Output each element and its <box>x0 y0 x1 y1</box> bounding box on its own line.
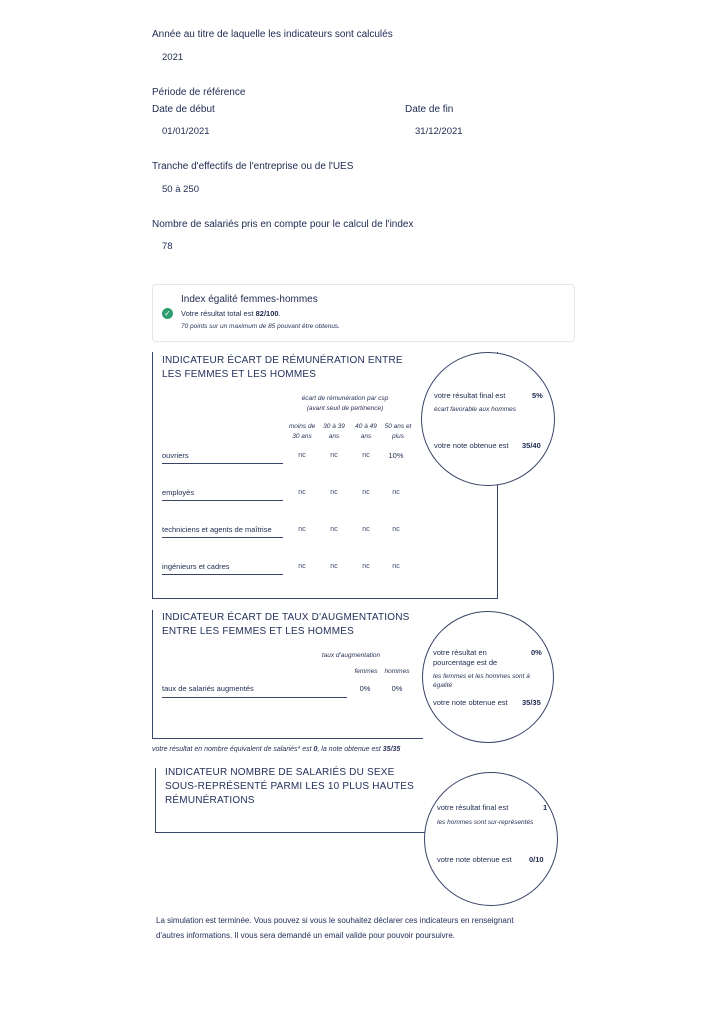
column-header-femmes: femmes <box>354 668 378 675</box>
cell: nc <box>362 452 370 459</box>
augmentation-title-line1: INDICATEUR ÉCART DE TAUX D'AUGMENTATIONS <box>162 612 410 623</box>
cell: 10% <box>388 451 404 460</box>
augmentation-result-note: les femmes et les hommes sont à égalité <box>433 673 530 689</box>
column-header-50-plus: 50 ans et plus <box>384 423 412 440</box>
augmentation-result-circle <box>422 611 554 743</box>
table-row <box>162 488 400 501</box>
table-row <box>162 562 400 575</box>
cell: nc <box>362 563 370 570</box>
start-date-label: Date de début <box>152 104 215 115</box>
remuneration-table-header <box>290 394 400 414</box>
end-date-label: Date de fin <box>405 104 454 115</box>
end-date-value: 31/12/2021 <box>415 126 463 137</box>
top10-title-line2: SOUS-REPRÉSENTÉ PARMI LES 10 PLUS HAUTES <box>165 781 414 792</box>
company-size-value: 50 à 250 <box>162 184 199 195</box>
cell: nc <box>298 452 306 459</box>
table-row <box>162 451 404 464</box>
year-value: 2021 <box>162 52 184 63</box>
augmentation-result-value: 0% <box>531 648 542 657</box>
index-card <box>152 284 575 342</box>
cell: nc <box>330 489 338 496</box>
start-date-value: 01/01/2021 <box>162 126 210 137</box>
row-label-employes: employés <box>162 488 283 501</box>
augmentation-footnote: votre résultat en nombre équivalent de salariés* est 0, la note obtenue est 35/35 <box>152 746 401 753</box>
cell: nc <box>362 489 370 496</box>
column-header-hommes: hommes <box>384 668 410 675</box>
remuneration-header-line2: (avant seuil de pertinence) <box>306 405 384 412</box>
index-total-result: Votre résultat total est 82/100. <box>181 309 281 318</box>
company-size-label: Tranche d'effectifs de l'entreprise ou de l'UES <box>152 161 354 172</box>
cell: nc <box>392 526 400 533</box>
check-circle-icon: ✓ <box>162 308 173 319</box>
cell: nc <box>298 563 306 570</box>
cell: nc <box>330 452 338 459</box>
employees-count-label: Nombre de salariés pris en compte pour le calcul de l'index <box>152 219 414 230</box>
period-label: Période de référence <box>152 87 246 98</box>
footer-line1: La simulation est terminée. Vous pouvez si vous le souhaitez déclarer ces indicateurs en renseignant <box>156 916 514 925</box>
cell: nc <box>392 563 400 570</box>
cell: nc <box>298 526 306 533</box>
men-raise-value: 0% <box>391 684 403 693</box>
year-label: Année au titre de laquelle les indicateurs sont calculés <box>152 29 393 40</box>
remuneration-title-line2: LES FEMMES ET LES HOMMES <box>162 369 317 380</box>
remuneration-result-label: votre résultat final est <box>434 391 506 400</box>
remuneration-result-note: écart favorable aux hommes <box>434 406 517 413</box>
column-header-30-39: 30 à 39 ans <box>323 423 345 440</box>
employees-count-value: 78 <box>162 241 173 252</box>
remuneration-score-label: votre note obtenue est <box>434 441 509 450</box>
cell: nc <box>392 489 400 496</box>
top10-result-value: 1 <box>543 803 548 812</box>
augmentation-header: taux d'augmentation <box>321 652 381 659</box>
augmentation-result-label: votre résultat en pourcentage est de <box>433 648 498 667</box>
top10-result-label: votre résultat final est <box>437 803 509 812</box>
cell: nc <box>330 563 338 570</box>
augmentation-score-value: 35/35 <box>522 698 541 707</box>
top10-title-line3: RÉMUNÉRATIONS <box>165 795 255 806</box>
top10-score-label: votre note obtenue est <box>437 855 512 864</box>
top10-result-note: les hommes sont sur-représentés <box>437 819 534 826</box>
table-row <box>162 684 403 698</box>
women-raise-value: 0% <box>359 684 371 693</box>
remuneration-header-line1: écart de rémunération par csp <box>301 395 389 402</box>
cell: nc <box>298 489 306 496</box>
row-label-ouvriers: ouvriers <box>162 451 283 464</box>
column-header-40-49: 40 à 49 ans <box>355 423 377 440</box>
cell: nc <box>330 526 338 533</box>
row-label-ingenieurs: ingénieurs et cadres <box>162 562 283 575</box>
remuneration-result-circle <box>421 352 555 486</box>
remuneration-result-value: 5% <box>532 391 543 400</box>
row-label-salaries-augmentes: taux de salariés augmentés <box>162 684 347 698</box>
footer-line2: d'autres informations. Il vous sera demandé un email valide pour pouvoir poursuivre. <box>156 931 456 940</box>
augmentation-score-label: votre note obtenue est <box>433 698 508 707</box>
table-row <box>162 525 400 538</box>
index-points-note: 70 points sur un maximum de 85 pouvant être obtenus. <box>181 323 340 330</box>
top10-title-line1: INDICATEUR NOMBRE DE SALARIÉS DU SEXE <box>165 767 395 778</box>
remuneration-score-value: 35/40 <box>522 441 541 450</box>
remuneration-title-line1: INDICATEUR ÉCART DE RÉMUNÉRATION ENTRE <box>162 355 403 366</box>
top10-score-value: 0/10 <box>529 855 544 864</box>
index-card-title: Index égalité femmes-hommes <box>181 294 318 305</box>
column-header-under-30: moins de 30 ans <box>288 423 316 440</box>
augmentation-title-line2: ENTRE LES FEMMES ET LES HOMMES <box>162 626 354 637</box>
simulation-complete-message <box>156 913 586 943</box>
cell: nc <box>362 526 370 533</box>
row-label-techniciens: techniciens et agents de maîtrise <box>162 525 283 538</box>
top10-result-circle <box>424 772 558 906</box>
